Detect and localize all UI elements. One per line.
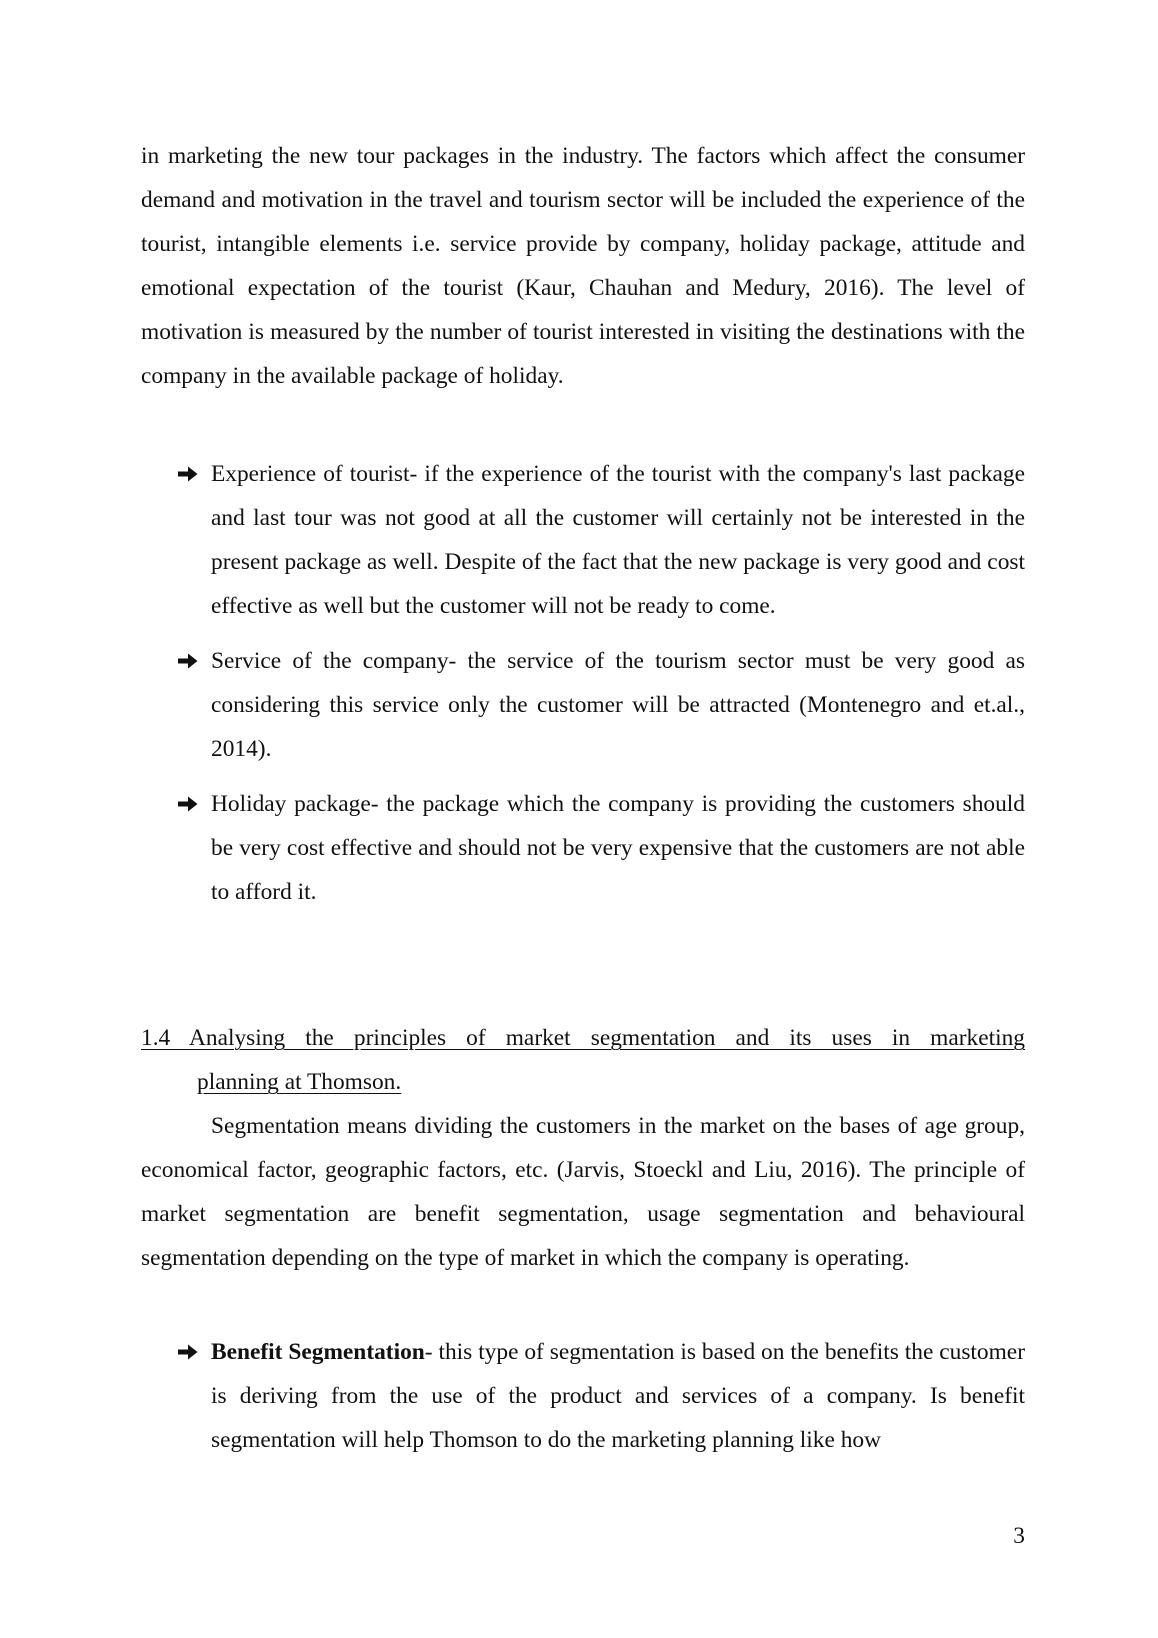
list-item	[141, 639, 1025, 771]
right-arrow-icon	[177, 793, 199, 815]
factor-bullet-list	[141, 452, 1025, 925]
segmentation-bullet-list	[141, 1330, 1025, 1473]
section-heading-line1: 1.4 Analysing the principles of market segmentation and its uses in marketing	[141, 1025, 1025, 1051]
page-number: 3	[1013, 1523, 1025, 1549]
bullet-term: Benefit Segmentation	[211, 1339, 425, 1365]
right-arrow-icon	[177, 650, 199, 672]
right-arrow-icon	[177, 463, 199, 485]
right-arrow-icon	[177, 1341, 199, 1363]
section-heading	[141, 1016, 1025, 1104]
intro-paragraph: in marketing the new tour packages in the industry. The factors which affect the consumer demand and motivation in the travel and tourism sector will be included the experience of the tourist, intangible elements i.e. service provide by company, holiday package, attitude and emotional expectation of the tourist (Kaur, Chauhan and Medury, 2016). The level of motivation is measured by the number of tourist interested in visiting the destinations with the company in the available package of holiday.	[141, 143, 1025, 389]
list-item	[141, 782, 1025, 914]
segmentation-paragraph: Segmentation means dividing the customers in the market on the bases of age group, economical factor, geographic factors, etc. (Jarvis, Stoeckl and Liu, 2016). The principle of market segmentation are benefit segmentation, usage segmentation and behavioural segmentation depending on the type of market in which the company is operating.	[141, 1113, 1025, 1271]
list-item	[141, 1330, 1025, 1462]
section-heading-line2: planning at Thomson.	[197, 1069, 402, 1095]
bullet-text: Experience of tourist- if the experience of the tourist with the company's last package and last tour was not good at all the customer will certainly not be interested in the present package as well. Despite of the fact that the new package is very good and cost effective as well but the customer will not be ready to come.	[211, 461, 1025, 619]
bullet-text: Holiday package- the package which the company is providing the customers should be very cost effective and should not be very expensive that the customers are not able to afford it.	[211, 791, 1025, 905]
bullet-text: Service of the company- the service of the tourism sector must be very good as considering this service only the customer will be attracted (Montenegro and et.al., 2014).	[211, 648, 1025, 762]
bullet-text: - this type of segmentation is based on the benefits the customer is deriving from the use of the product and services of a company. Is benefit segmentation will help Thomson to do the marketing planning like how	[211, 1339, 1025, 1453]
list-item	[141, 452, 1025, 628]
